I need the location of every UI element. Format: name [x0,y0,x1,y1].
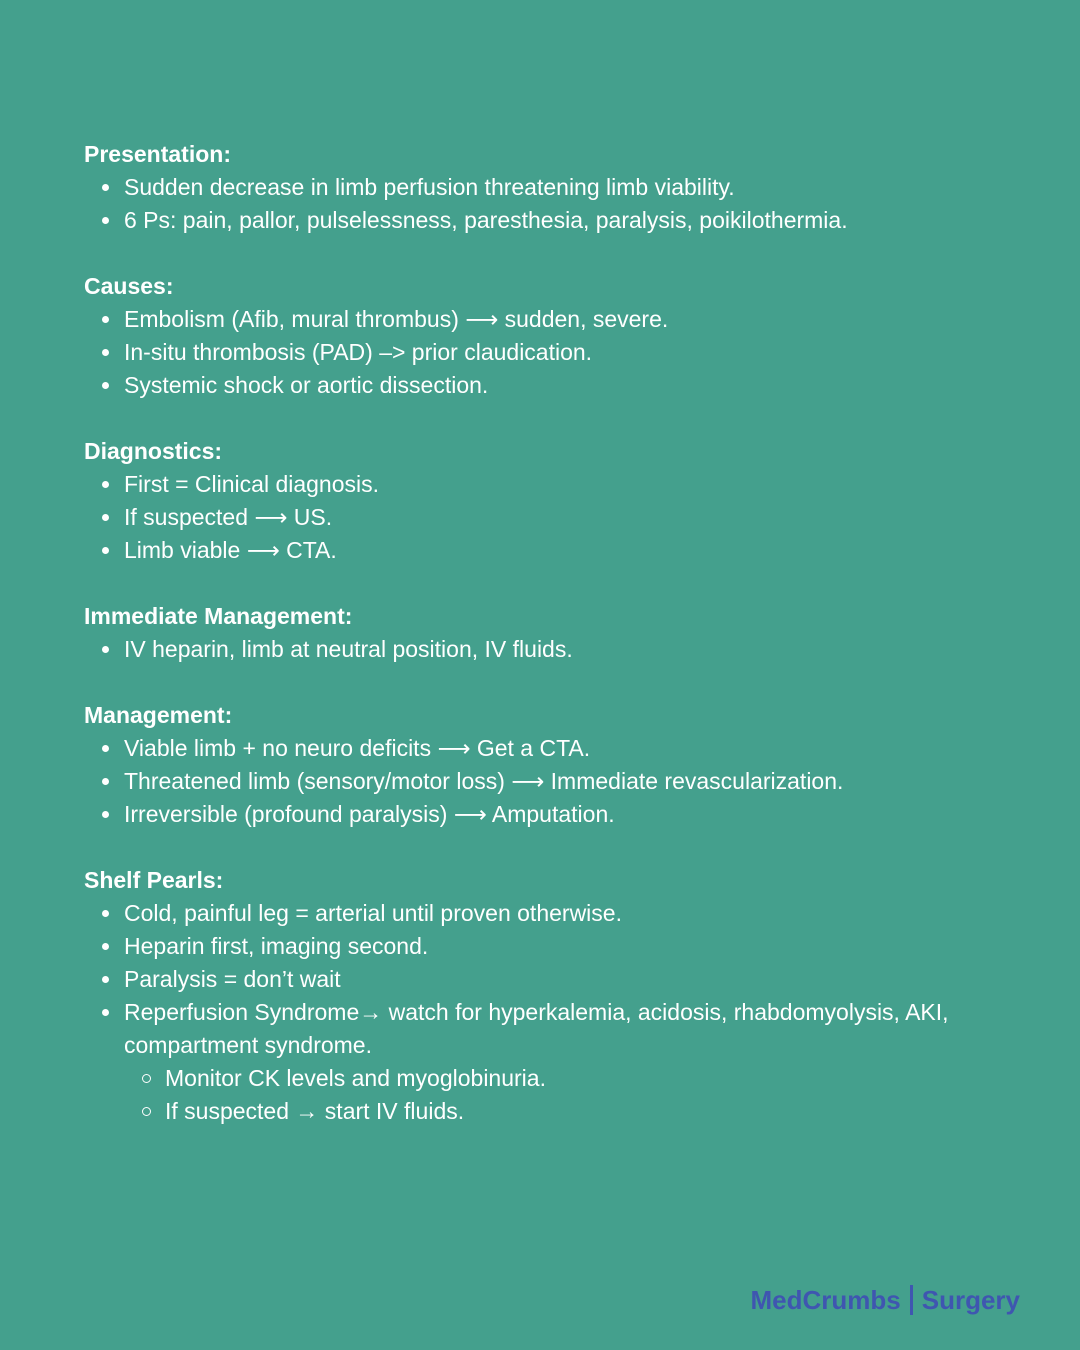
sub-list-item [124,1062,1024,1095]
list-item [84,996,1024,1128]
list-item-text: Heparin first, imaging second. [124,933,429,959]
sub-list-item-text: If suspected → start IV fluids. [165,1098,465,1124]
section-heading: Presentation: [84,141,231,167]
list-item [84,303,1024,336]
bullet-icon [102,316,109,323]
section-heading: Diagnostics: [84,438,223,464]
list-item-text: Sudden decrease in limb perfusion threatening limb viability. [124,174,735,200]
list-item [84,732,1024,765]
list-item [84,501,1024,534]
list-item-text: Limb viable ⟶ CTA. [124,537,337,563]
section-presentation [84,138,1024,237]
bullet-list [84,171,1024,237]
list-item-text: If suspected ⟶ US. [124,504,333,530]
list-item-text: Systemic shock or aortic dissection. [124,372,489,398]
list-item [84,534,1024,567]
bullet-icon [102,745,109,752]
brand-footer [750,1283,1020,1317]
sub-bullet-list [124,1062,1024,1128]
list-item-text: Paralysis = don’t wait [124,966,341,992]
section-heading: Management: [84,702,233,728]
list-item [84,798,1024,831]
list-item-text: Irreversible (profound paralysis) ⟶ Amputation. [124,801,615,827]
hollow-bullet-icon [142,1107,151,1116]
list-item-text: Embolism (Afib, mural thrombus) ⟶ sudden, severe. [124,306,669,332]
bullet-icon [102,349,109,356]
list-item-text: Reperfusion Syndrome→ watch for hyperkalemia, acidosis, rhabdomyolysis, AKI, compartment syndrome. [124,999,949,1058]
bullet-icon [102,778,109,785]
bullet-icon [102,976,109,983]
section-causes [84,270,1024,402]
list-item [84,468,1024,501]
bullet-icon [102,811,109,818]
list-item [84,897,1024,930]
bullet-icon [102,547,109,554]
bullet-list [84,303,1024,402]
list-item-text: In-situ thrombosis (PAD) –> prior claudication. [124,339,593,365]
bullet-icon [102,514,109,521]
bullet-icon [102,481,109,488]
sub-list-item-text: Monitor CK levels and myoglobinuria. [165,1065,546,1091]
bullet-list [84,732,1024,831]
bullet-list [84,468,1024,567]
bullet-list [84,897,1024,1128]
bullet-icon [102,1009,109,1016]
bullet-list [84,633,1024,666]
section-heading: Shelf Pearls: [84,867,224,893]
list-item-text: 6 Ps: pain, pallor, pulselessness, paresthesia, paralysis, poikilothermia. [124,207,848,233]
list-item-text: Threatened limb (sensory/motor loss) ⟶ Immediate revascularization. [124,768,844,794]
bullet-icon [102,184,109,191]
list-item-text: Cold, painful leg = arterial until proven otherwise. [124,900,622,926]
sub-list-item [124,1095,1024,1128]
section-heading: Immediate Management: [84,603,353,629]
list-item-text: Viable limb + no neuro deficits ⟶ Get a CTA. [124,735,591,761]
bullet-icon [102,382,109,389]
section-shelf-pearls [84,864,1024,1128]
list-item [84,765,1024,798]
list-item-text: IV heparin, limb at neutral position, IV fluids. [124,636,573,662]
list-item [84,204,1024,237]
list-item [84,171,1024,204]
notes-content [84,138,1024,1161]
list-item [84,930,1024,963]
bullet-icon [102,217,109,224]
hollow-bullet-icon [142,1074,151,1083]
section-management [84,699,1024,831]
bullet-icon [102,646,109,653]
brand-subject: Surgery [921,1285,1020,1315]
bullet-icon [102,943,109,950]
brand-separator [910,1285,913,1315]
section-heading: Causes: [84,273,174,299]
bullet-icon [102,910,109,917]
list-item [84,963,1024,996]
list-item [84,369,1024,402]
section-diagnostics [84,435,1024,567]
section-immediate-management [84,600,1024,666]
brand-name: MedCrumbs [750,1285,901,1315]
list-item-text: First = Clinical diagnosis. [124,471,380,497]
list-item [84,336,1024,369]
list-item [84,633,1024,666]
